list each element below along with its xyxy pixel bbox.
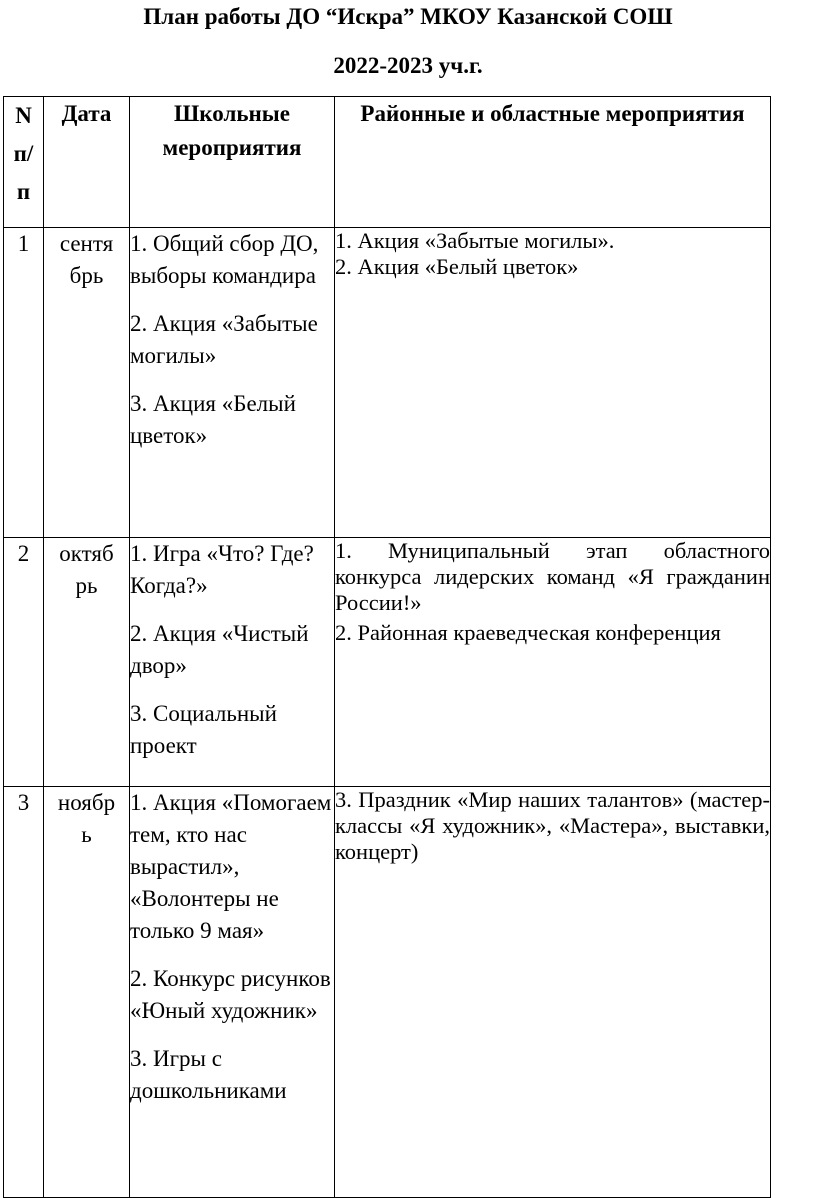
row-month bbox=[44, 538, 130, 787]
table-row bbox=[4, 538, 771, 787]
month-part: ноябр bbox=[57, 790, 116, 815]
school-event: 2. Акция «Забытые могилы» bbox=[130, 311, 318, 368]
regional-events-cell bbox=[335, 787, 771, 1198]
row-number: 1 bbox=[4, 228, 44, 538]
row-number: 3 bbox=[4, 787, 44, 1198]
table-row bbox=[4, 228, 771, 538]
regional-event: 1. Акция «Забытые могилы». bbox=[335, 228, 615, 253]
regional-event: 2. Районная краеведческая конференция bbox=[335, 620, 721, 645]
school-event: 1. Игра «Что? Где? Когда?» bbox=[130, 541, 314, 598]
month-part: рь bbox=[75, 573, 98, 598]
document-subtitle: 2022-2023 уч.г. bbox=[333, 53, 483, 78]
header-date: Дата bbox=[44, 97, 130, 228]
regional-event: 1. Муниципальный этап областного конкурса лидерских команд «Я гражданин России!» bbox=[335, 538, 770, 615]
table-header-row bbox=[4, 97, 771, 228]
header-number bbox=[4, 97, 44, 228]
school-event: 2. Акция «Чистый двор» bbox=[130, 621, 309, 678]
table-row bbox=[4, 787, 771, 1198]
regional-event: 3. Праздник «Мир наших талантов» (мастер-классы «Я художник», «Мастера», выставки, концерт) bbox=[335, 787, 770, 864]
month-part: октяб bbox=[59, 541, 114, 566]
header-school-events: Школьные мероприятия bbox=[130, 97, 335, 228]
document-title: План работы ДО “Искра” МКОУ Казанской СОШ bbox=[143, 4, 673, 29]
school-events-cell bbox=[130, 538, 335, 787]
row-month bbox=[44, 787, 130, 1198]
plan-table bbox=[3, 96, 771, 1198]
school-event: 3. Акция «Белый цветок» bbox=[130, 391, 296, 448]
row-number: 2 bbox=[4, 538, 44, 787]
school-events-cell bbox=[130, 228, 335, 538]
school-event: 1. Акция «Помогаем тем, кто нас вырастил», «Волонтеры не только 9 мая» bbox=[130, 790, 332, 943]
month-part: брь bbox=[69, 263, 104, 288]
regional-event: 2. Акция «Белый цветок» bbox=[335, 254, 579, 279]
school-event: 3. Игры с дошкольниками bbox=[130, 1046, 287, 1103]
month-part: ь bbox=[81, 822, 92, 847]
month-part: сентя bbox=[59, 231, 114, 256]
header-number-part: N bbox=[15, 103, 32, 128]
school-event: 1. Общий сбор ДО, выборы командира bbox=[130, 231, 319, 288]
header-number-part: п/ bbox=[13, 141, 34, 166]
header-number-part: п bbox=[16, 179, 31, 204]
regional-events-cell bbox=[335, 538, 771, 787]
regional-events-cell bbox=[335, 228, 771, 538]
row-month bbox=[44, 228, 130, 538]
header-regional-events: Районные и областные мероприятия bbox=[335, 97, 771, 228]
school-event: 3. Социальный проект bbox=[130, 701, 277, 758]
school-events-cell bbox=[130, 787, 335, 1198]
school-event: 2. Конкурс рисунков «Юный художник» bbox=[130, 966, 331, 1023]
